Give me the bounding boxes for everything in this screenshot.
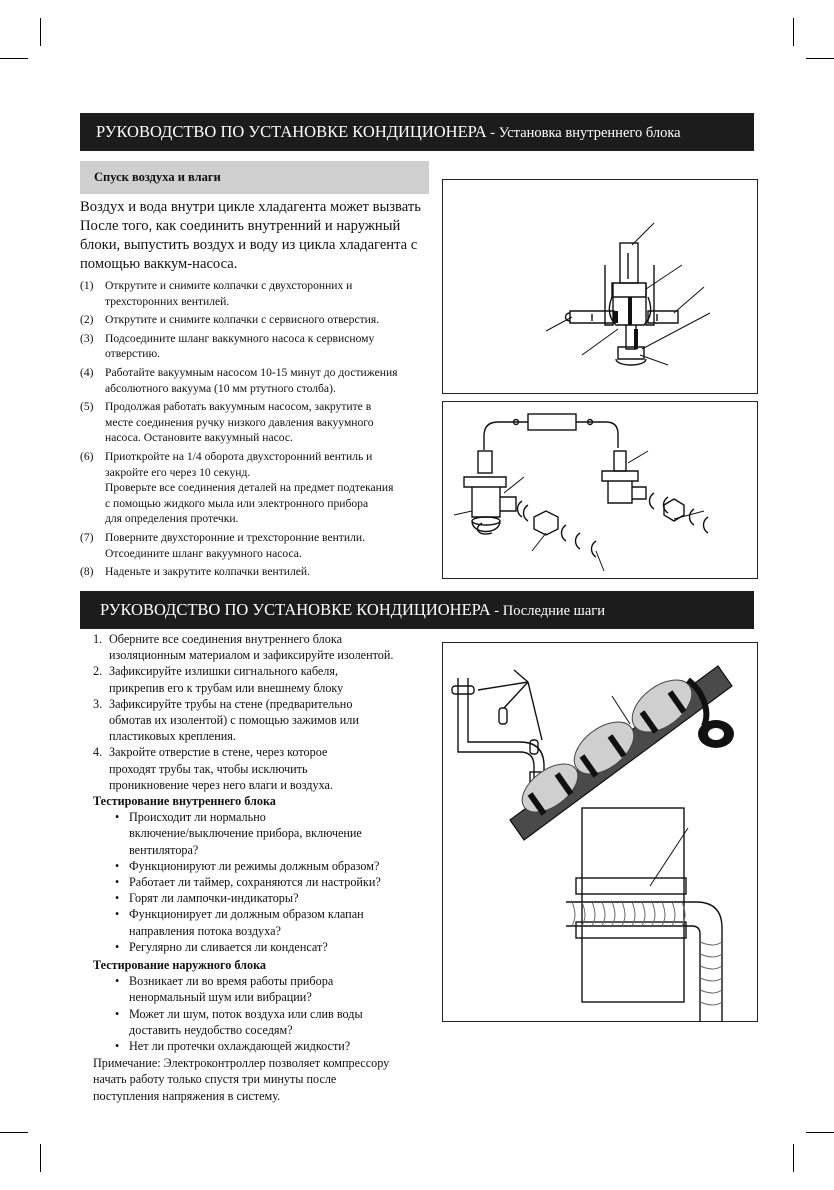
- final-step-text: Оберните все соединения внутреннего блока: [109, 632, 342, 646]
- checklist-text: Функционирует ли должным образом клапан: [129, 907, 364, 922]
- step-number: (6): [80, 449, 94, 463]
- final-step-text: изоляционным материалом и зафиксируйте изолентой.: [109, 648, 394, 663]
- step-text: месте соединения ручку низкого давления вакуумного: [105, 415, 374, 429]
- step-number: (2): [80, 313, 94, 327]
- checklist-item: [93, 939, 493, 955]
- step-item: [80, 564, 440, 580]
- note-paragraph: [93, 1055, 493, 1104]
- final-step-item: [93, 696, 493, 745]
- step-text: Открутите и снимите колпачки с двухсторонних и: [105, 279, 353, 292]
- indoor-test-heading: Тестирование внутреннего блока: [93, 794, 276, 809]
- step-number: (3): [80, 331, 94, 345]
- checklist-item: [93, 858, 493, 874]
- final-step-item: [93, 744, 493, 793]
- crop-mark: [40, 18, 41, 46]
- crop-mark: [793, 1144, 794, 1172]
- banner-subtitle: - Установка внутреннего блока: [486, 125, 681, 141]
- checklist-text: ненормальный шум или вибрации?: [129, 990, 312, 1005]
- checklist-item: [93, 973, 493, 1005]
- final-step-item: [93, 663, 493, 695]
- bullet: •: [115, 907, 120, 922]
- final-step-text: Зафиксируйте излишки сигнального кабеля,: [109, 664, 339, 679]
- step-item: [80, 399, 440, 446]
- section-banner-install: [80, 113, 754, 151]
- step-item: [80, 312, 440, 328]
- step-text: Приоткройте на 1/4 оборота двухсторонний вентиль и: [105, 449, 373, 463]
- bullet: •: [115, 875, 120, 890]
- bullet: •: [115, 891, 120, 906]
- step-text: Проверьте все соединения деталей на предмет подтекания: [105, 481, 394, 495]
- final-step-text: пластиковых крепления.: [109, 729, 236, 744]
- intro-line: Воздух и вода внутри цикле хладагента может вызвать: [80, 199, 421, 215]
- checklist-text: Может ли шум, поток воздуха или слив воды: [129, 1006, 363, 1021]
- valve-cross-section-illustration: [442, 179, 758, 394]
- checklist-text: направления потока воздуха?: [129, 923, 281, 938]
- final-step-text: обмотав их изолентой) с помощью зажимов или: [109, 713, 359, 728]
- crop-mark: [793, 18, 794, 46]
- checklist-text: Регулярно ли сливается ли конденсат?: [129, 939, 328, 954]
- section-banner-final: [80, 591, 754, 629]
- checklist-item: [93, 874, 493, 890]
- final-step-number: 3.: [93, 696, 103, 711]
- intro-paragraph: [80, 198, 436, 274]
- step-text: для определения протечки.: [105, 512, 239, 526]
- step-item: [80, 365, 440, 396]
- vacuum-pump-connection-illustration: [442, 401, 758, 579]
- crop-mark: [0, 58, 28, 59]
- checklist-item: [93, 809, 493, 858]
- checklist-item: [93, 890, 493, 906]
- step-text: трехсторонних вентилей.: [105, 294, 230, 308]
- bullet: •: [115, 1039, 120, 1054]
- checklist-text: Происходит ли нормально: [129, 810, 266, 825]
- intro-line: блоки, выпустить воздух и воду из цикла хладагента с: [80, 237, 418, 253]
- step-text: Наденьте и закрутите колпачки вентилей.: [105, 565, 310, 579]
- step-number: (4): [80, 365, 94, 379]
- step-text: Продолжая работать вакуумным насосом, закрутите в: [105, 400, 372, 414]
- final-step-item: [93, 631, 493, 663]
- final-steps-column: [93, 631, 493, 1104]
- checklist-text: Нет ли протечки охлаждающей жидкости?: [129, 1039, 351, 1054]
- outdoor-test-heading: Тестирование наружного блока: [93, 958, 267, 973]
- step-text: Отсоедините шланг вакуумного насоса.: [105, 546, 302, 560]
- checklist-text: доставить неудобство соседям?: [129, 1022, 293, 1037]
- step-text: абсолютного вакуума (10 мм ртутного столба).: [105, 381, 336, 395]
- checklist-item: [93, 1006, 493, 1038]
- note-line: поступления напряжения в систему.: [93, 1088, 281, 1103]
- step-number: (7): [80, 530, 94, 544]
- step-number: (1): [80, 279, 94, 292]
- checklist-item: [93, 906, 493, 938]
- crop-mark: [806, 1132, 834, 1133]
- step-number: (8): [80, 565, 94, 579]
- bullet: •: [115, 858, 120, 873]
- step-item: [80, 449, 440, 527]
- banner-title: РУКОВОДСТВО ПО УСТАНОВКЕ КОНДИЦИОНЕРА: [100, 600, 491, 619]
- final-step-number: 1.: [93, 632, 103, 646]
- step-text: отверстию.: [105, 347, 161, 361]
- step-text: Открутите и снимите колпачки с сервисного отверстия.: [105, 313, 380, 327]
- checklist-text: Возникает ли во время работы прибора: [129, 974, 334, 989]
- banner-title: РУКОВОДСТВО ПО УСТАНОВКЕ КОНДИЦИОНЕРА: [96, 122, 487, 141]
- checklist-text: вентилятора?: [129, 842, 199, 857]
- step-text: Поверните двухсторонние и трехсторонние вентили.: [105, 530, 365, 544]
- final-step-text: Зафиксируйте трубы на стене (предварительно: [109, 696, 353, 711]
- step-text: насоса. Остановите вакуумный насос.: [105, 431, 293, 445]
- checklist-text: Работает ли таймер, сохраняются ли настройки?: [129, 875, 381, 890]
- step-list: [80, 278, 440, 583]
- note-line: Примечание: Электроконтроллер позволяет компрессору: [93, 1056, 390, 1071]
- final-step-text: проникновение через него влаги и воздуха.: [109, 777, 333, 792]
- final-step-text: прикрепив его к трубам или внешнему блоку: [109, 680, 344, 695]
- step-item: [80, 278, 440, 309]
- step-text: закройте его через 10 секунд.: [105, 465, 251, 479]
- pipe-wrapping-illustration: [442, 642, 758, 1022]
- banner-subtitle: - Последние шаги: [490, 603, 605, 619]
- step-text: Подсоедините шланг ваккумного насоса к сервисному: [105, 331, 375, 345]
- crop-mark: [0, 1132, 28, 1133]
- intro-line: После того, как соединить внутренний и наружный: [80, 218, 401, 234]
- crop-mark: [40, 1144, 41, 1172]
- checklist-text: включение/выключение прибора, включение: [129, 826, 362, 841]
- checklist-item: [93, 1038, 493, 1054]
- checklist-text: Функционируют ли режимы должным образом?: [129, 858, 380, 873]
- step-item: [80, 530, 440, 561]
- bullet: •: [115, 939, 120, 954]
- step-text: Работайте вакуумным насосом 10-15 минут до достижения: [105, 365, 398, 379]
- final-step-text: проходят трубы так, чтобы исключить: [109, 761, 308, 776]
- final-step-text: Закройте отверстие в стене, через которое: [109, 745, 328, 760]
- bullet: •: [115, 810, 120, 825]
- subsection-heading: Спуск воздуха и влаги: [80, 161, 429, 194]
- step-item: [80, 331, 440, 362]
- intro-line: помощью ваккум-насоса.: [80, 256, 238, 272]
- final-step-number: 2.: [93, 664, 103, 679]
- crop-mark: [806, 58, 834, 59]
- step-number: (5): [80, 400, 94, 414]
- checklist-text: Горят ли лампочки-индикаторы?: [129, 891, 299, 906]
- note-line: начать работу только спустя три минуты после: [93, 1072, 337, 1087]
- final-step-number: 4.: [93, 745, 103, 760]
- step-text: с помощью жидкого мыла или электронного прибора: [105, 496, 369, 510]
- bullet: •: [115, 974, 120, 989]
- bullet: •: [115, 1006, 120, 1021]
